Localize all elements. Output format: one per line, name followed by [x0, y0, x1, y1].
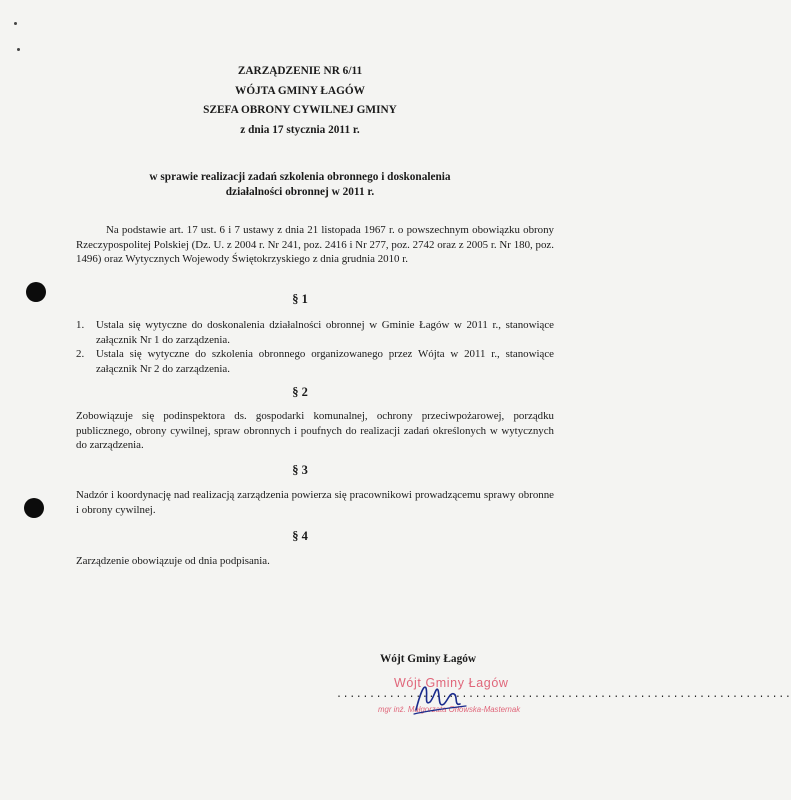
section-2-text: Zobowiązuje się podinspektora ds. gospodarki komunalnej, ochrony przeciwpożarowej, porządku publicznego, obrony cywilnej, spraw obronnych i poufnych do realizacji zadań określonych w wytycznych do zarządzenia. — [76, 410, 554, 452]
section-4-heading: § 4 — [292, 529, 308, 543]
document-header — [0, 62, 600, 140]
list-item — [76, 347, 554, 376]
list-item-number: 1. — [76, 319, 85, 331]
section-2-heading: § 2 — [292, 385, 308, 399]
list-item-number: 2. — [76, 348, 85, 361]
stamp-office: Wójt Gminy Łagów — [394, 676, 509, 690]
list-item — [76, 318, 554, 347]
issuer-title: WÓJTA GMINY ŁAGÓW — [235, 84, 365, 97]
scan-speck — [14, 22, 17, 25]
ordinance-number: ZARZĄDZENIE NR 6/11 — [237, 65, 363, 77]
section-1-heading: § 1 — [292, 292, 308, 306]
section-4-text: Zarządzenie obowiązuje od dnia podpisania. — [76, 555, 270, 567]
signature-underline — [414, 706, 466, 714]
legal-basis-paragraph: Na podstawie art. 17 ust. 6 i 7 ustawy z dnia 21 listopada 1967 r. o powszechnym obowiązku obrony Rzeczypospolitej Polskiej (Dz. U. z 2004 r. Nr 241, poz. 2416 i Nr 277, poz. 2742 oraz z 2005 r. Nr 180, poz. 1496) oraz Wytycznych Wojewody Świętokrzyskiego z dnia grudnia 2010 r. — [76, 224, 554, 266]
signature-dotted-line: ..................................................................... — [336, 690, 791, 701]
ordinance-date: z dnia 17 stycznia 2011 r. — [240, 123, 360, 136]
subject-line: działalności obronnej w 2011 r. — [225, 186, 375, 198]
signature-stroke — [416, 687, 460, 710]
signer-title: Wójt Gminy Łagów — [380, 653, 477, 665]
list-item-text: Ustala się wytyczne do szkolenia obronnego organizowanego przez Wójta w 2011 r., stanowiące załącznik Nr 2 do zarządzenia. — [96, 348, 554, 375]
issuer-role: SZEFA OBRONY CYWILNEJ GMINY — [203, 104, 397, 116]
list-item-text: Ustala się wytyczne do doskonalenia działalności obronnej w Gminie Łagów w 2011 r., stanowiące załącznik Nr 1 do zarządzenia. — [96, 319, 554, 346]
ordinance-subject — [100, 170, 500, 200]
section-3-heading: § 3 — [292, 463, 308, 477]
section-3-text: Nadzór i koordynację nad realizacją zarządzenia powierza się pracownikowi prowadzącemu sprawy obronne i obrony cywilnej. — [76, 489, 554, 516]
stamp-name: mgr inż. Małgorzata Orłowska-Masternak — [378, 705, 521, 714]
section-1-list — [76, 318, 554, 376]
subject-line: w sprawie realizacji zadań szkolenia obronnego i doskonalenia — [149, 171, 451, 183]
handwritten-signature — [410, 676, 470, 718]
punch-hole — [24, 498, 44, 518]
scan-speck — [17, 48, 20, 51]
